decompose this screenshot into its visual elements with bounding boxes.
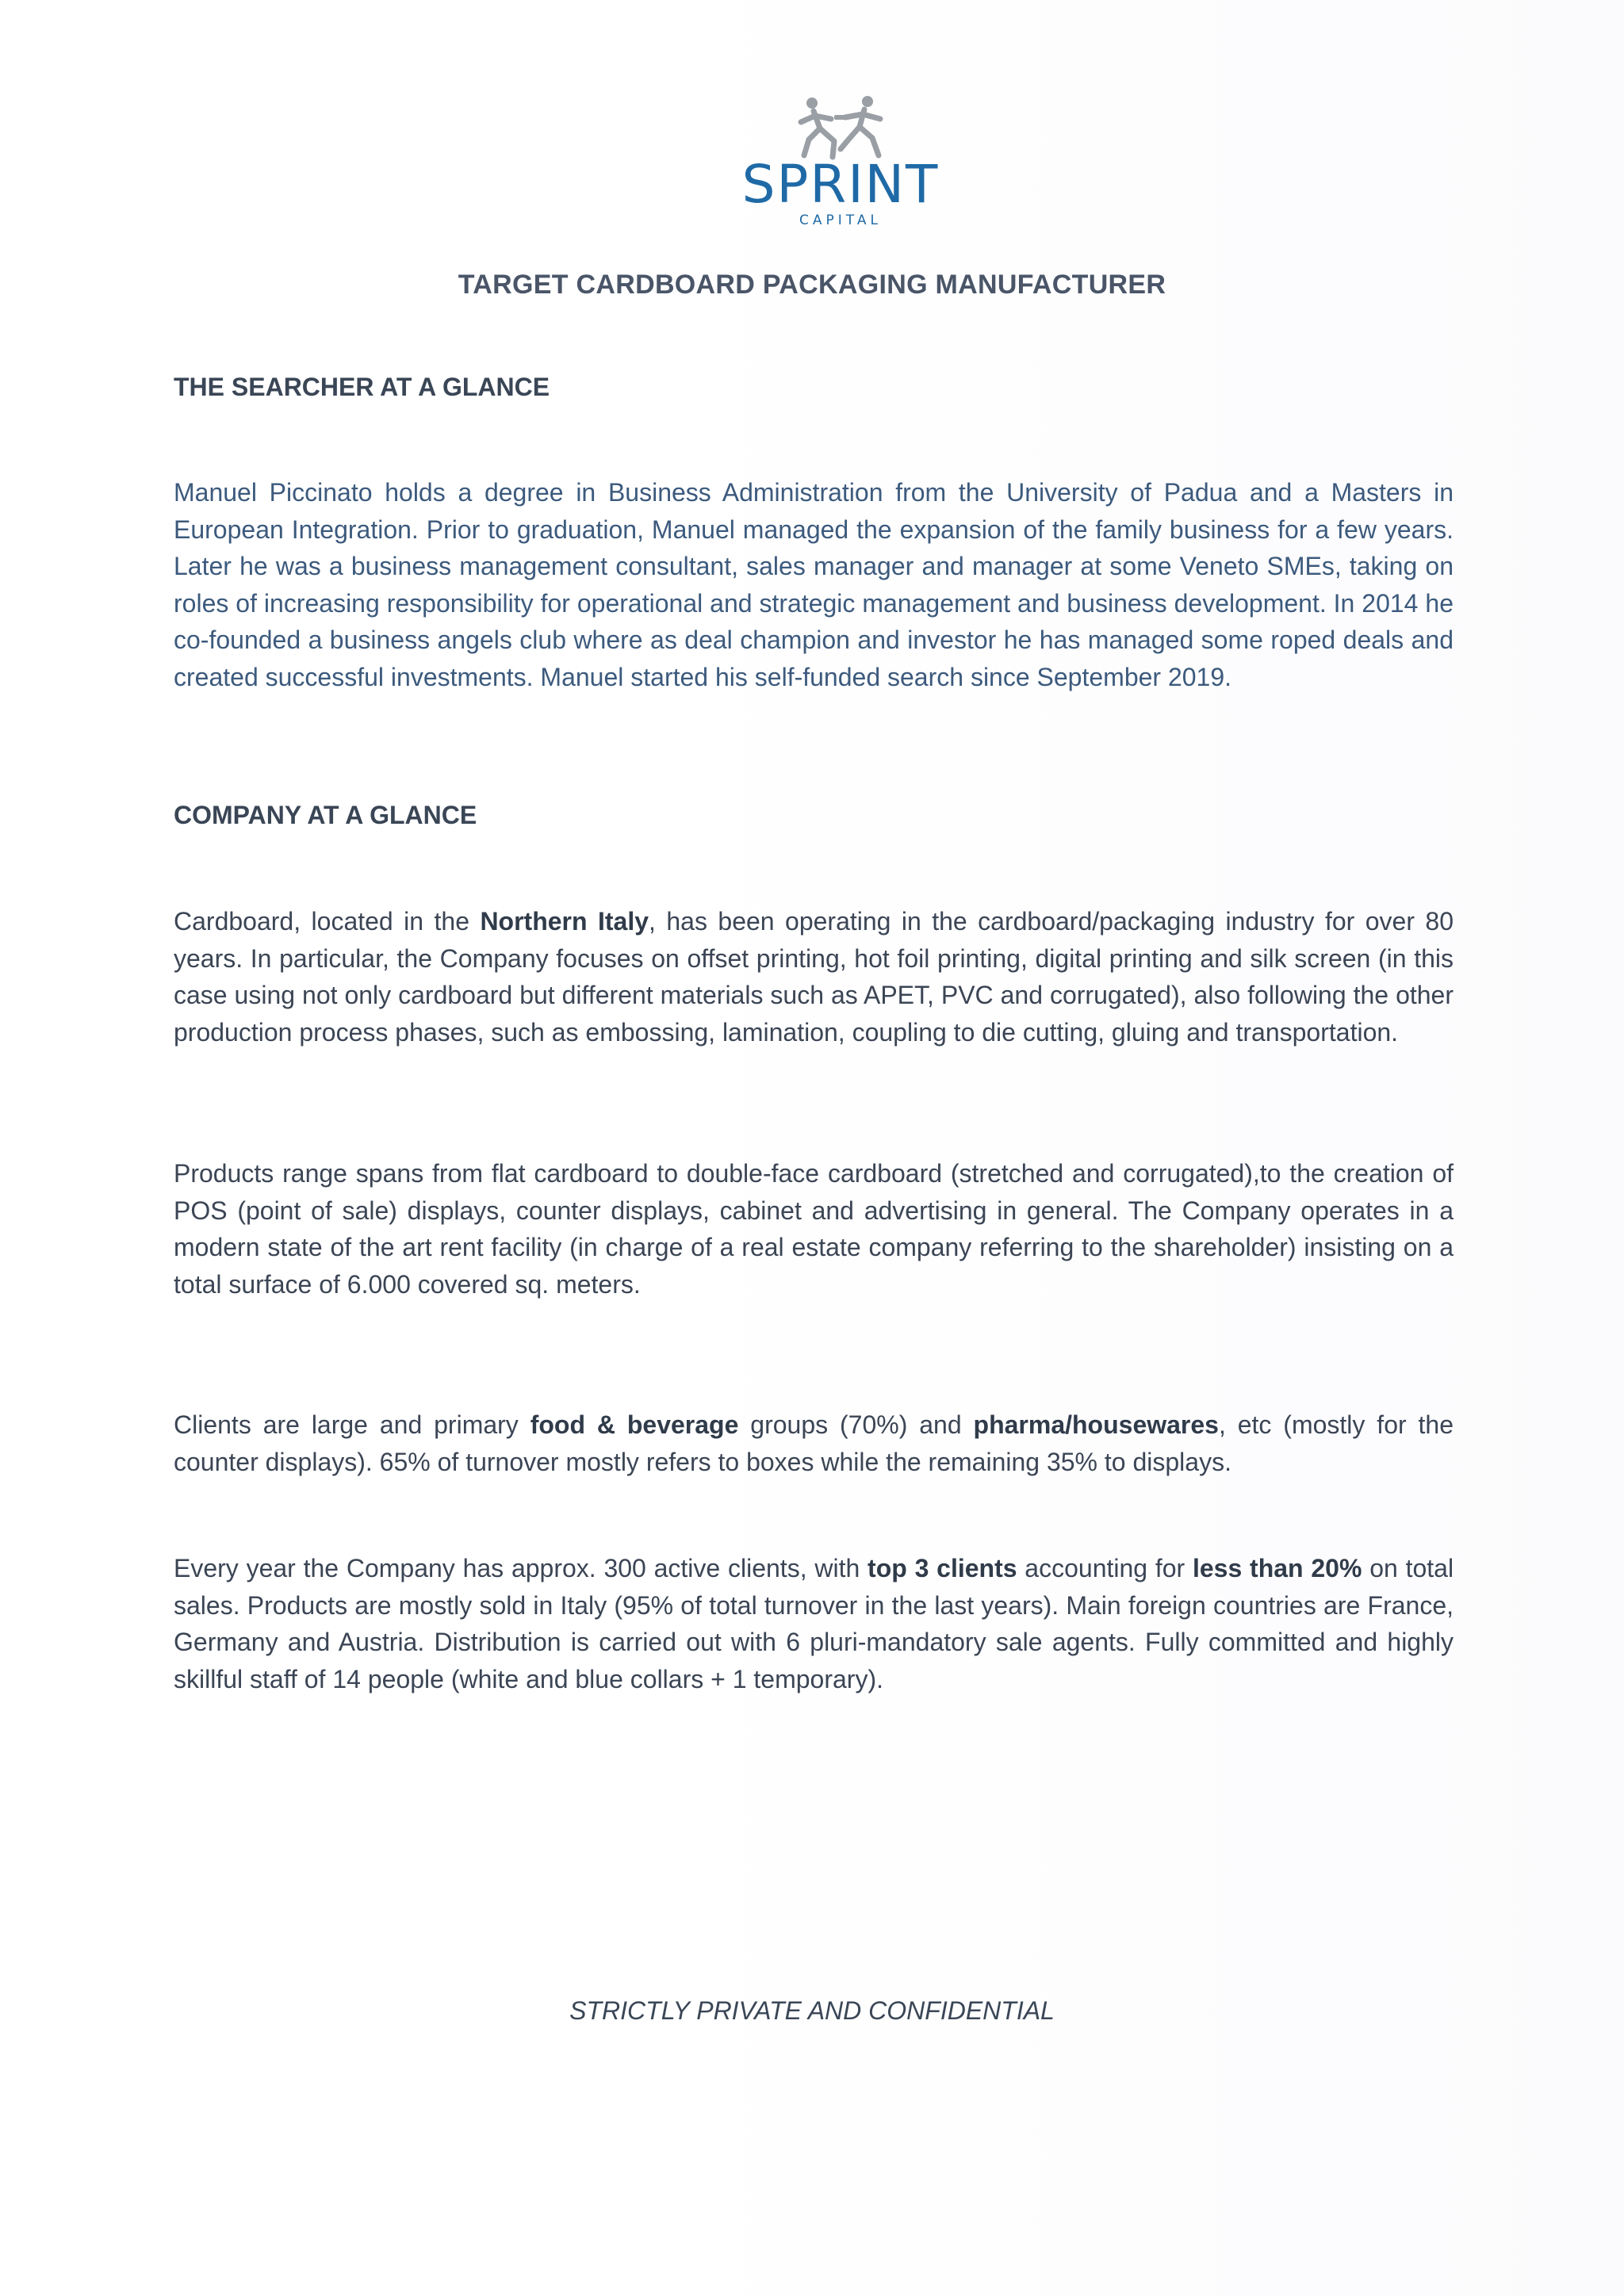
- company-paragraph-3: Clients are large and primary food & beverage groups (70%) and pharma/housewares, etc (mostly for the counter displays). 65% of turnover mostly refers to boxes while the remaining 35% to displays.: [174, 1410, 1454, 1476]
- searcher-heading: THE SEARCHER AT A GLANCE: [174, 373, 550, 401]
- bold-pharma: pharma/housewares: [973, 1410, 1219, 1439]
- bold-top-clients: top 3 clients: [868, 1554, 1017, 1582]
- company-paragraph-4: Every year the Company has approx. 300 active clients, with top 3 clients accounting for less than 20% on total sales. Products are mostly sold in Italy (95% of total turnover in the last years). Main foreign countries are France, Germany and Austria. Distribution is carried out with 6 pluri-mandatory sale agents. Fully committed and highly skillful staff of 14 people (white and blue collars + 1 temporary).: [174, 1554, 1454, 1693]
- confidential-footer: STRICTLY PRIVATE AND CONFIDENTIAL: [569, 1996, 1055, 2025]
- company-heading: COMPANY AT A GLANCE: [174, 801, 477, 829]
- document-title: TARGET CARDBOARD PACKAGING MANUFACTURER: [458, 270, 1166, 300]
- relay-runners-icon: [785, 94, 896, 162]
- logo-wordmark: SPRINT: [741, 154, 940, 215]
- bold-food-beverage: food & beverage: [530, 1410, 739, 1439]
- sprint-capital-logo: [737, 94, 944, 236]
- company-paragraph-1: Cardboard, located in the Northern Italy, has been operating in the cardboard/packaging industry for over 80 years. In particular, the Company focuses on offset printing, hot foil printing, digital printing and silk screen (in this case using not only cardboard but different materials such as APET, PVC and corrugated), also following the other production process phases, such as embossing, lamination, coupling to die cutting, gluing and transportation.: [174, 907, 1454, 1047]
- bold-location: Northern Italy: [480, 907, 649, 936]
- searcher-paragraph: Manuel Piccinato holds a degree in Business Administration from the University of Padua and a Masters in European Integration. Prior to graduation, Manuel managed the expansion of the family business for a few years. Later he was a business management consultant, sales manager and manager at some Veneto SMEs, taking on roles of increasing responsibility for operational and strategic management and business development. In 2014 he co-founded a business angels club where as deal champion and investor he has managed some roped deals and created successful investments. Manuel started his self-funded search since September 2019.: [174, 478, 1454, 691]
- logo-subtitle: CAPITAL: [799, 212, 882, 228]
- company-paragraph-2: Products range spans from flat cardboard to double-face cardboard (stretched and corrugated),to the creation of POS (point of sale) displays, counter displays, cabinet and advertising in general. The Company operates in a modern state of the art rent facility (in charge of a real estate company referring to the shareholder) insisting on a total surface of 6.000 covered sq. meters.: [174, 1159, 1454, 1299]
- bold-less-than: less than 20%: [1192, 1554, 1362, 1582]
